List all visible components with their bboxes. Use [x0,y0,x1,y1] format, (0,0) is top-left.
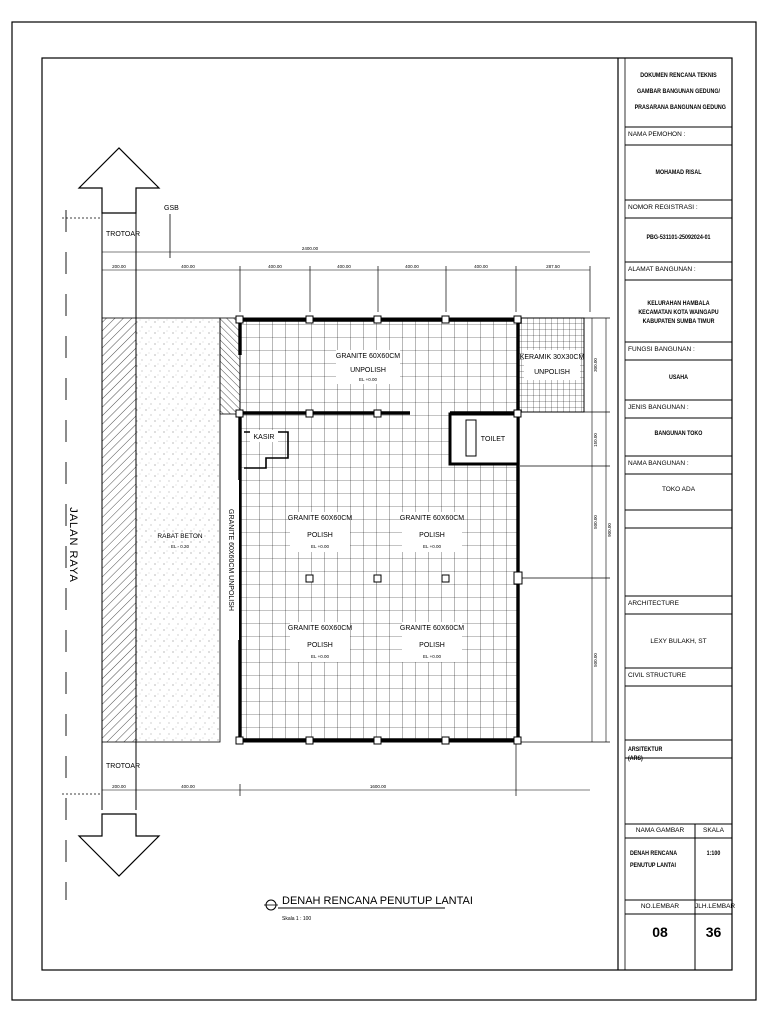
skala-label: SKALA [703,827,724,834]
svg-text:400.00: 400.00 [474,264,488,269]
jml-lembar-label: JLH.LEMBAR [695,903,736,910]
svg-text:200.00: 200.00 [112,784,126,789]
pemohon-value: MOHAMAD RISAL [655,169,702,176]
floor-plan [62,148,612,922]
svg-text:GRANITE 60X60CM: GRANITE 60X60CM [335,353,401,360]
svg-text:UNPOLISH: UNPOLISH [534,369,570,376]
sidewalk-label-bottom: TROTOAR [106,763,141,770]
svg-text:POLISH: POLISH [307,532,333,539]
svg-text:GRANITE 60X60CM: GRANITE 60X60CM [287,625,353,632]
svg-text:UNPOLISH: UNPOLISH [350,367,386,374]
svg-text:EL +0.00: EL +0.00 [423,654,441,659]
svg-text:KERAMIK 30X30CM: KERAMIK 30X30CM [519,354,585,361]
fungsi-value: USAHA [669,374,688,381]
svg-text:500.00: 500.00 [593,653,598,667]
plan-scale: Skala 1 : 100 [282,916,312,922]
svg-text:GRANITE 60X60CM: GRANITE 60X60CM [399,515,465,522]
svg-text:900.00: 900.00 [607,523,612,537]
registrasi-label: NOMOR REGISTRASI : [628,204,698,211]
svg-text:287.50: 287.50 [546,264,560,269]
svg-text:EL - 0.20: EL - 0.20 [170,544,190,549]
svg-text:400.00: 400.00 [337,264,351,269]
title-block [625,127,736,970]
jenis-label: JENIS BANGUNAN : [628,404,689,411]
svg-text:GRANITE 60X60CM UNPOLISH: GRANITE 60X60CM UNPOLISH [227,509,234,611]
architect-name: LEXY BULAKH, ST [650,638,707,645]
nama-gambar-label: NAMA GAMBAR [635,827,685,834]
rabat-label: RABAT BETON [157,533,203,540]
svg-text:GRANITE 60X60CM: GRANITE 60X60CM [287,515,353,522]
alamat-label: ALAMAT BANGUNAN : [628,266,696,273]
road-label: JALAN RAYA [67,507,79,583]
alamat-line-3: KABUPATEN SUMBA TIMUR [642,318,715,325]
svg-text:200.00: 200.00 [112,264,126,269]
svg-text:400.00: 400.00 [181,784,195,789]
svg-text:2400.00: 2400.00 [301,246,319,251]
registrasi-value: PBG-531101-25092024-01 [646,234,711,241]
svg-text:TOILET: TOILET [480,436,506,443]
svg-text:EL +0.00: EL +0.00 [311,544,329,549]
doc-title-line-1: DOKUMEN RENCANA TEKNIS [640,72,717,79]
alamat-line-2: KECAMATAN KOTA WAINGAPU [638,309,719,316]
plan-title: DENAH RENCANA PENUTUP LANTAI [282,895,473,907]
svg-text:EL +0.00: EL +0.00 [423,544,441,549]
svg-text:POLISH: POLISH [307,642,333,649]
nama-gambar-line-1: DENAH RENCANA [630,850,678,857]
svg-text:GRANITE 60X60CM: GRANITE 60X60CM [399,625,465,632]
svg-text:POLISH: POLISH [419,642,445,649]
svg-text:400.00: 400.00 [405,264,419,269]
svg-text:400.00: 400.00 [268,264,282,269]
jml-lembar-value: 36 [705,924,722,940]
arsitektur-code: (ARS) [628,755,643,762]
skala-value: 1:100 [706,850,721,857]
alamat-line-1: KELURAHAN HAMBALA [647,300,710,307]
svg-text:EL +0.00: EL +0.00 [359,377,377,382]
svg-text:KASIR: KASIR [253,434,275,441]
road-arrow-bottom [79,814,159,876]
no-lembar-label: NO.LEMBAR [640,903,680,910]
svg-text:150.00: 150.00 [593,433,598,447]
pemohon-label: NAMA PEMOHON : [628,131,686,138]
sidewalk-label-top: TROTOAR [106,231,141,238]
architecture-label: ARCHITECTURE [628,600,679,607]
nama-bangunan-label: NAMA BANGUNAN : [628,460,689,467]
nama-bangunan-value: TOKO ADA [661,486,696,493]
svg-text:1600.00: 1600.00 [369,784,387,789]
fungsi-label: FUNGSI BANGUNAN : [628,346,695,353]
doc-title-line-3: PRASARANA BANGUNAN GEDUNG [634,104,726,111]
svg-text:POLISH: POLISH [419,532,445,539]
svg-text:500.00: 500.00 [593,515,598,529]
doc-title-line-2: GAMBAR BANGUNAN GEDUNG/ [637,88,720,95]
no-lembar-value: 08 [652,924,668,940]
civil-structure-label: CIVIL STRUCTURE [628,672,686,679]
svg-text:EL +0.00: EL +0.00 [311,654,329,659]
arsitektur-label: ARSITEKTUR [628,746,663,753]
svg-text:300.00: 300.00 [593,358,598,372]
gsb-label: GSB [164,205,179,212]
nama-gambar-line-2: PENUTUP LANTAI [630,862,677,869]
road-arrow-top [79,148,159,213]
svg-text:400.00: 400.00 [181,264,195,269]
jenis-value: BANGUNAN TOKO [654,430,703,437]
